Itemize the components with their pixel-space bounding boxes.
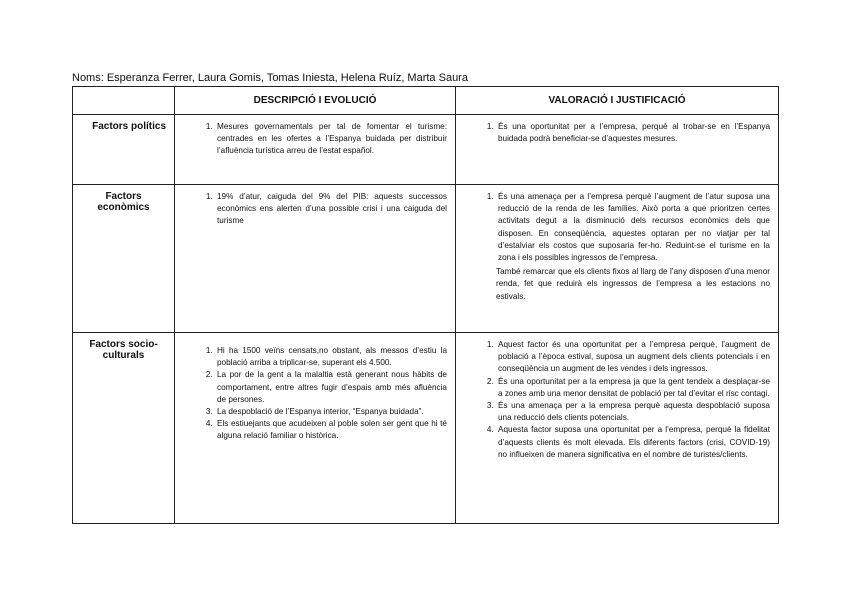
factor-cell xyxy=(73,333,175,524)
list-item: 2. La por de la gent a la malaltia està generant nous hàbits de comportament, entre altres fugir d’espais amb més afluència de persones. xyxy=(215,369,447,406)
description-cell xyxy=(175,115,456,185)
factor-label: Factors socio-culturals xyxy=(89,339,158,361)
valuation-cell xyxy=(456,333,779,524)
list-item: 1. És una oportunitat per a l’empresa, perquè al trobar-se en l’Espanya buidada podrà beneficiar-se d’aquestes mesures. xyxy=(496,121,770,145)
description-cell xyxy=(175,333,456,524)
description-cell xyxy=(175,185,456,333)
list-item: 4. Els estiuejants que acudeixen al poble solen ser gent que hi té alguna relació familiar o històrica. xyxy=(215,418,447,442)
factor-cell xyxy=(73,115,175,185)
pest-table xyxy=(72,86,779,524)
header-empty xyxy=(73,87,175,115)
list-item: 1. Hi ha 1500 veïns censats,no obstant, als messos d’estiu la població arriba a triplicar-se, superant els 4.500. xyxy=(215,345,447,369)
list-item: 2. És una oportunitat per a la empresa ja que la gent tendeix a desplaçar-se a zones amb una menor densitat de població per tal d’evitar el risc contagi. xyxy=(496,376,770,400)
table-row xyxy=(73,333,779,524)
factor-cell xyxy=(73,185,175,333)
valuation-cell xyxy=(456,185,779,333)
header-valuation: VALORACIÓ I JUSTIFICACIÓ xyxy=(456,87,779,115)
header-description: DESCRIPCIÓ I EVOLUCIÓ xyxy=(175,87,456,115)
list-item: 4. Aquesta factor suposa una oportunitat per a l’empresa, perquè la fidelitat d’aquests clients és molt elevada. Els diferents factors (crisi, COVID-19) no influeixen de manera significativa en el nombre de turistes/clients. xyxy=(496,424,770,461)
names-line: Noms: Esperanza Ferrer, Laura Gomis, Tomas Iniesta, Helena Ruíz, Marta Saura xyxy=(72,72,468,84)
list-item: 1. 19% d’atur, caiguda del 9% del PIB: aquests successos econòmics ens alerten d’una possible crisi i una caiguda del turisme xyxy=(215,191,447,228)
list-item: 3. La despoblació de l’Espanya interior, “Espanya buidada”. xyxy=(215,406,447,418)
valuation-cell xyxy=(456,115,779,185)
list-item: 1. Aquest factor és una oportunitat per a l’empresa perquè, l’augment de població a l’època estival, suposa un augment dels clients potencials i en conseqüència un augment de les vendes i dels ingressos. xyxy=(496,339,770,376)
list-item: 1. És una amenaça per a l’empresa perquè l’augment de l’atur suposa una reducció de la renda de les famílies. Això porta a que prioritzen certes activitats degut a la disminució dels recursos econòmics dels que disposen. En conseqüència, aquestes optaran per no viatjar per tal d’estalviar els costos que suposaria fer-ho. Reduint-se el turisme en la zona i els possibles ingressos de l’empresa. xyxy=(496,191,770,264)
factor-label: Factors polítics xyxy=(92,121,166,132)
valuation-extra-paragraph: També remarcar que els clients fixos al llarg de l’any disposen d’una menor renda, fet que reduirà els ingressos de l’empresa a les estacions no estivals. xyxy=(496,267,770,301)
factor-label: Factors econòmics xyxy=(97,191,150,213)
table-row xyxy=(73,115,779,185)
list-item: 3. És una amenaça per a la empresa perquè aquesta despoblació suposa una reducció dels clients potencials. xyxy=(496,400,770,424)
table-row xyxy=(73,185,779,333)
list-item: 1. Mesures governamentals per tal de fomentar el turisme: centrades en les ofertes a l’Espanya buidada per distribuir l’afluència turística arreu de l’estat español. xyxy=(215,121,447,158)
